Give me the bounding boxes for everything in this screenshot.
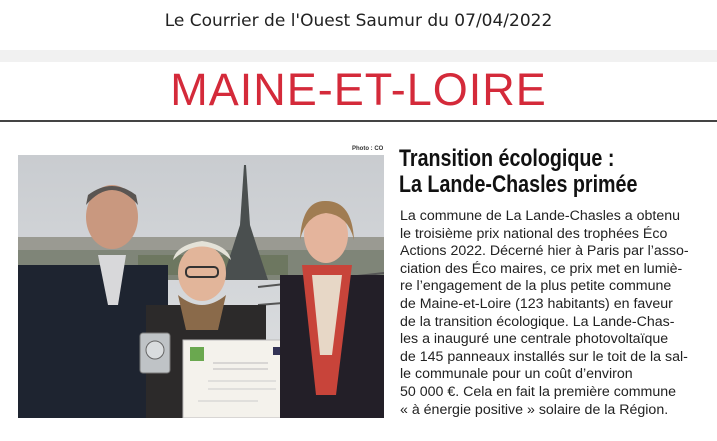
body-line: de la transition écologique. La Lande-Chas- — [400, 313, 675, 330]
body-line: « à énergie positive » solaire de la Région. — [400, 401, 669, 418]
trophy — [140, 333, 170, 373]
section-title: MAINE-ET-LOIRE — [170, 64, 547, 115]
source-header — [0, 0, 717, 50]
article-headline — [399, 146, 645, 198]
diploma — [183, 340, 293, 418]
body-line: re l’engagement de la plus petite commune — [400, 278, 672, 295]
headline-line: Transition écologique : — [399, 145, 615, 172]
headline-line: La Lande-Chasles primée — [399, 171, 638, 198]
section-rule — [0, 120, 717, 122]
body-line: 50 000 €. Cela en fait la première commune — [400, 383, 677, 400]
body-line: les a inauguré une centrale photovoltaïque — [400, 331, 669, 348]
header-divider — [0, 50, 717, 62]
body-line: le troisième prix national des trophées Éco — [400, 225, 668, 242]
photo-credit: Photo : CO — [352, 146, 384, 152]
body-line: le communale pour un coût d’environ — [400, 366, 633, 383]
article-photo — [18, 155, 384, 418]
body-line: ciation des Éco maires, ce prix met en lumiè- — [400, 260, 683, 277]
body-line: de Maine-et-Loire (123 habitants) en faveur — [400, 295, 673, 312]
body-line: de 145 panneaux installés sur le toit de la sal- — [400, 348, 688, 365]
body-line: La commune de La Lande-Chasles a obtenu — [400, 208, 681, 224]
article-body — [400, 208, 700, 419]
body-line: Actions 2022. Décerné hier à Paris par l’asso- — [400, 243, 689, 260]
source-line: Le Courrier de l'Ouest Saumur du 07/04/2022 — [164, 11, 553, 31]
